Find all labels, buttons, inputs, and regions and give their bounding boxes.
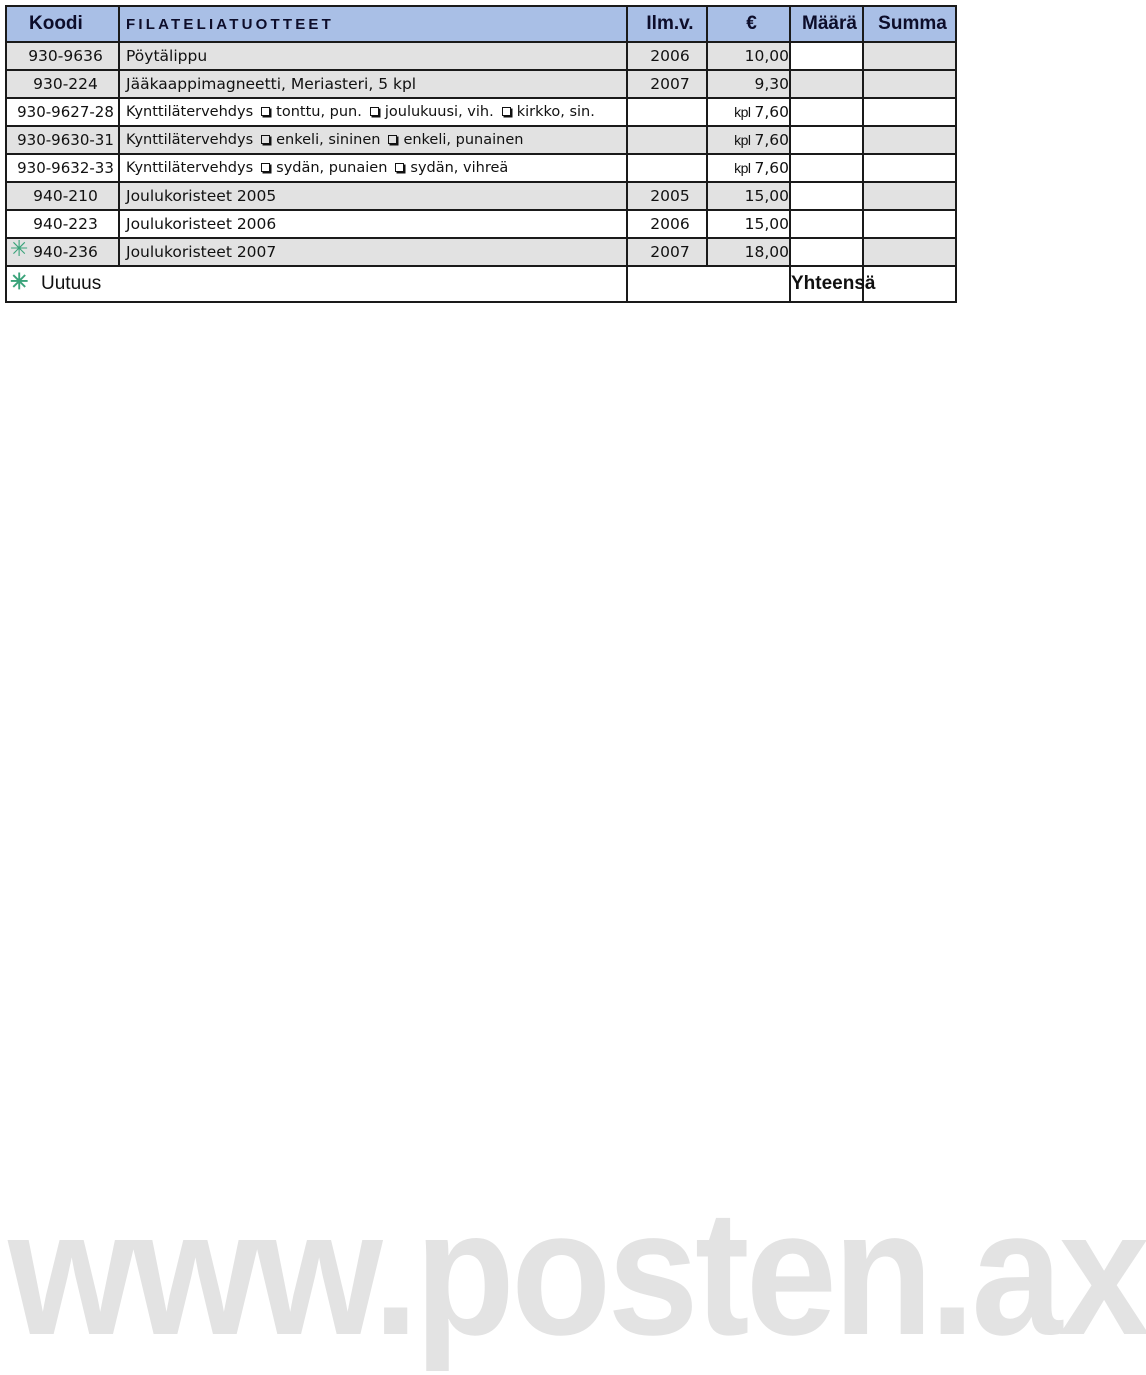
quantity-input[interactable] <box>790 154 863 182</box>
row-code: 940-236 <box>33 243 98 261</box>
sum-cell <box>863 154 956 182</box>
row-code: 930-9627-28 <box>6 98 119 126</box>
row-year: 2006 <box>627 210 707 238</box>
table-row <box>6 70 956 98</box>
row-price <box>707 154 790 182</box>
quantity-input[interactable] <box>790 70 863 98</box>
table-header <box>6 6 956 42</box>
checkbox[interactable] <box>261 135 270 144</box>
row-price: 15,00 <box>707 182 790 210</box>
row-code-new <box>6 238 119 266</box>
row-name: Joulukoristeet 2005 <box>119 182 627 210</box>
row-year: 2007 <box>627 70 707 98</box>
row-code: 930-9636 <box>6 42 119 70</box>
quantity-input[interactable] <box>790 42 863 70</box>
sum-cell <box>863 238 956 266</box>
table-row <box>6 42 956 70</box>
row-year: 2007 <box>627 238 707 266</box>
row-name-options <box>119 154 627 182</box>
new-star-icon: ✳ <box>10 237 29 262</box>
row-year: 2005 <box>627 182 707 210</box>
row-name: Jääkaappimagneetti, Meriasteri, 5 kpl <box>119 70 627 98</box>
row-price: 18,00 <box>707 238 790 266</box>
watermark: www.posten.ax <box>8 1173 1146 1372</box>
row-code: 940-210 <box>6 182 119 210</box>
header-qty: Määrä <box>790 6 863 42</box>
header-title: FILATELIATUOTTEET <box>119 6 627 42</box>
table-row <box>6 98 956 126</box>
checkbox[interactable] <box>395 163 404 172</box>
unit-label: kpl <box>734 132 751 148</box>
new-legend <box>6 266 627 302</box>
row-code: 930-224 <box>6 70 119 98</box>
option-label: enkeli, sininen <box>276 132 381 148</box>
order-table <box>5 5 957 303</box>
row-code: 930-9630-31 <box>6 126 119 154</box>
row-name-options <box>119 98 627 126</box>
quantity-input[interactable] <box>790 126 863 154</box>
row-code: 930-9632-33 <box>6 154 119 182</box>
row-name: Kynttilätervehdys <box>126 132 254 148</box>
unit-label: kpl <box>734 104 751 120</box>
quantity-input[interactable] <box>790 98 863 126</box>
row-price <box>707 98 790 126</box>
table-footer <box>6 266 956 302</box>
sum-cell <box>863 42 956 70</box>
row-name-options <box>119 126 627 154</box>
row-code: 940-223 <box>6 210 119 238</box>
row-year: 2006 <box>627 42 707 70</box>
row-name: Kynttilätervehdys <box>126 104 254 120</box>
option-label: sydän, punaien <box>276 160 388 176</box>
checkbox[interactable] <box>502 107 511 116</box>
header-year: Ilm.v. <box>627 6 707 42</box>
header-price: € <box>707 6 790 42</box>
row-name: Pöytälippu <box>119 42 627 70</box>
price-value: 7,60 <box>754 159 789 177</box>
table-row <box>6 238 956 266</box>
option-label: kirkko, sin. <box>516 104 595 120</box>
option-label: enkeli, punainen <box>403 132 524 148</box>
checkbox[interactable] <box>370 107 379 116</box>
checkbox[interactable] <box>261 107 270 116</box>
row-price: 10,00 <box>707 42 790 70</box>
table-row <box>6 154 956 182</box>
header-sum: Summa <box>863 6 956 42</box>
quantity-input[interactable] <box>790 182 863 210</box>
checkbox[interactable] <box>388 135 397 144</box>
sum-cell <box>863 182 956 210</box>
row-year <box>627 126 707 154</box>
unit-label: kpl <box>734 160 751 176</box>
row-year <box>627 98 707 126</box>
sum-cell <box>863 98 956 126</box>
total-sum-cell <box>863 266 956 302</box>
row-price: 9,30 <box>707 70 790 98</box>
quantity-input[interactable] <box>790 238 863 266</box>
row-price: 15,00 <box>707 210 790 238</box>
table-row <box>6 210 956 238</box>
price-value: 7,60 <box>754 103 789 121</box>
option-label: sydän, vihreä <box>410 160 509 176</box>
total-label: Yhteensä <box>790 266 863 302</box>
row-price <box>707 126 790 154</box>
option-label: tonttu, pun. <box>276 104 362 120</box>
new-star-icon: ✳ <box>10 269 29 294</box>
footer-spacer <box>627 266 790 302</box>
table-row <box>6 126 956 154</box>
row-name: Kynttilätervehdys <box>126 160 254 176</box>
header-code: Koodi <box>6 6 119 42</box>
sum-cell <box>863 126 956 154</box>
table-row <box>6 182 956 210</box>
row-name: Joulukoristeet 2007 <box>119 238 627 266</box>
row-year <box>627 154 707 182</box>
new-legend-label: Uutuus <box>41 273 102 294</box>
sum-cell <box>863 70 956 98</box>
option-label: joulukuusi, vih. <box>384 104 494 120</box>
sum-cell <box>863 210 956 238</box>
checkbox[interactable] <box>261 163 270 172</box>
row-name: Joulukoristeet 2006 <box>119 210 627 238</box>
price-value: 7,60 <box>754 131 789 149</box>
quantity-input[interactable] <box>790 210 863 238</box>
